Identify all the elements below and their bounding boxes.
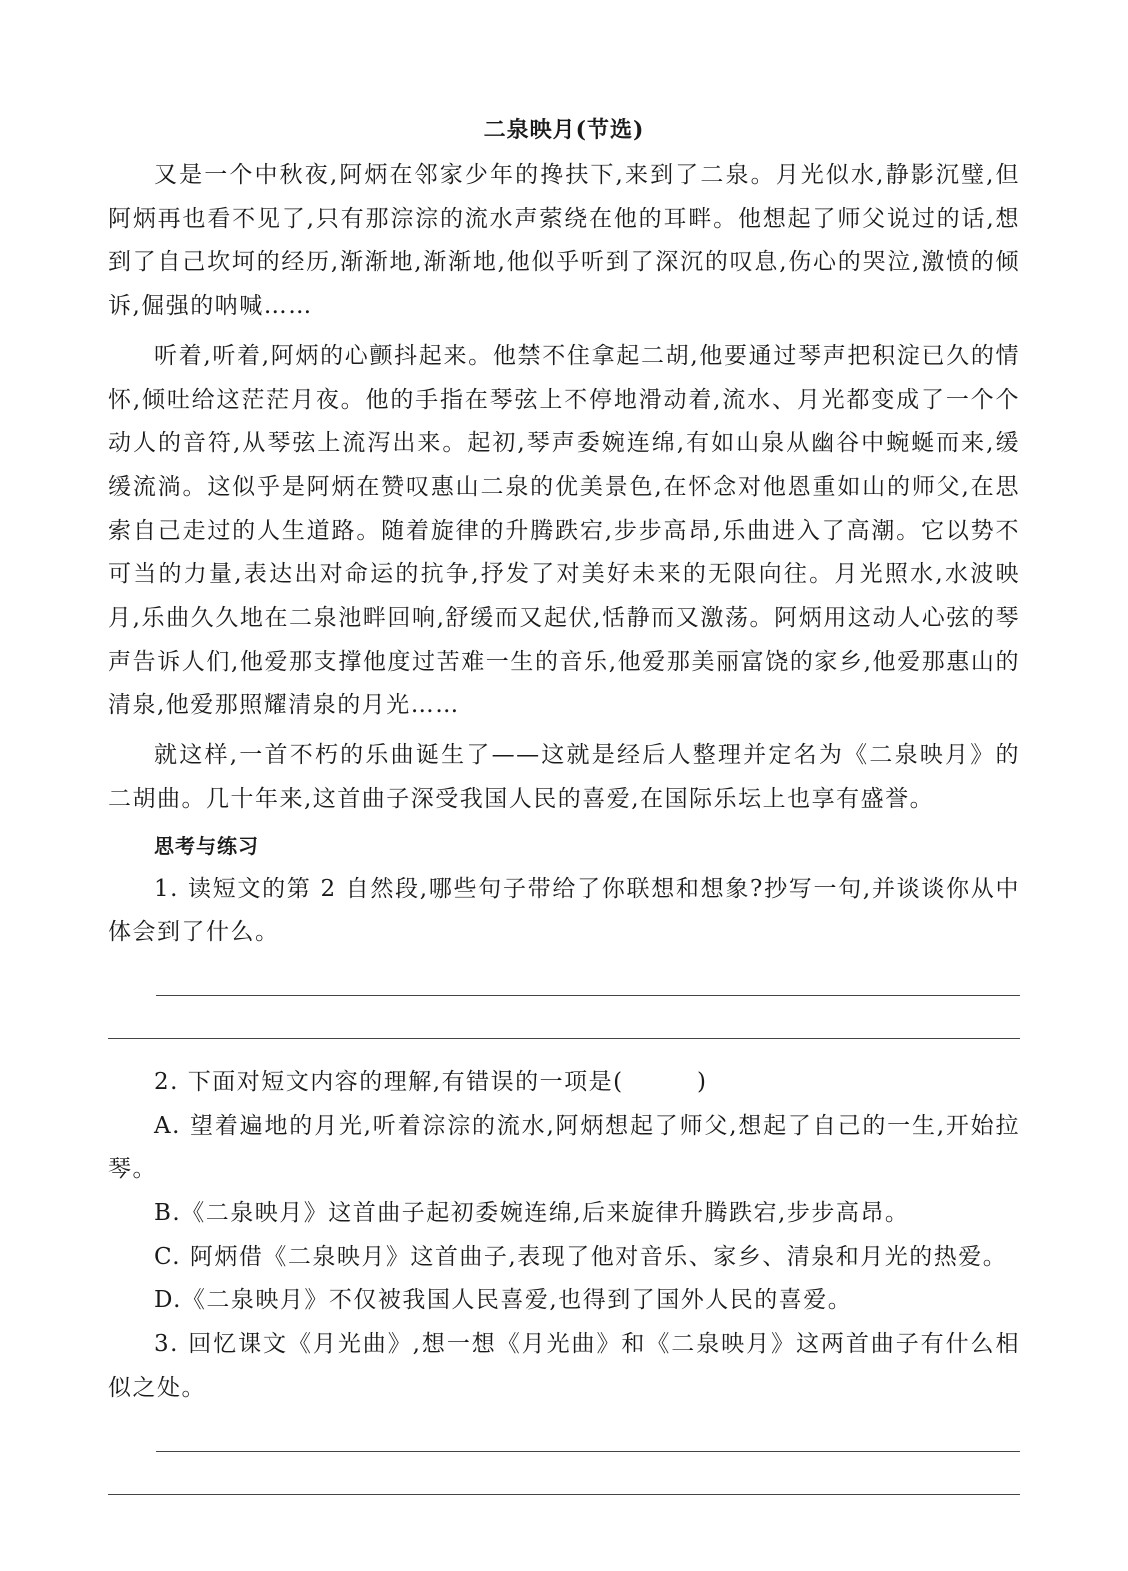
exercises-heading: 思考与练习 (154, 833, 259, 858)
option-d[interactable]: D.《二泉映月》不仅被我国人民喜爱,也得到了国外人民的喜爱。 (154, 1287, 853, 1314)
paragraph-3: 就这样,一首不朽的乐曲诞生了——这就是经后人整理并定名为《二泉映月》的二胡曲。几十年来,这首曲子深受我国人民的喜爱,在国际乐坛上也享有盛誉。 (108, 742, 1020, 812)
answer-area-1[interactable] (108, 955, 1020, 1049)
answer-line (108, 1494, 1020, 1495)
answer-line (156, 995, 1020, 996)
option-a[interactable]: A. 望着遍地的月光,听着淙淙的流水,阿炳想起了师父,想起了自己的一生,开始拉琴。 (108, 1112, 1020, 1183)
answer-line (156, 1451, 1020, 1452)
option-b[interactable]: B.《二泉映月》这首曲子起初委婉连绵,后来旋律升腾跌宕,步步高昂。 (154, 1200, 910, 1227)
worksheet-page (108, 112, 1020, 1505)
passage-title: 二泉映月(节选) (483, 117, 645, 143)
question-3: 3. 回忆课文《月光曲》,想一想《月光曲》和《二泉映月》这两首曲子有什么相似之处。 (108, 1331, 1020, 1401)
paragraph-2: 听着,听着,阿炳的心颤抖起来。他禁不住拿起二胡,他要通过琴声把积淀已久的情怀,倾吐给这茫茫月夜。他的手指在琴弦上不停地滑动着,流水、月光都变成了一个个动人的音符,从琴弦上流泻出来。起初,琴声委婉连绵,有如山泉从幽谷中蜿蜒而来,缓缓流淌。这似乎是阿炳在赞叹惠山二泉的优美景色,在怀念对他恩重如山的师父,在思索自己走过的人生道路。随着旋律的升腾跌宕,步步高昂,乐曲进入了高潮。它以势不可当的力量,表达出对命运的抗争,抒发了对美好未来的无限向往。月光照水,水波映月,乐曲久久地在二泉池畔回响,舒缓而又起伏,恬静而又激荡。阿炳用这动人心弦的琴声告诉人们,他爱那支撑他度过苦难一生的音乐,他爱那美丽富饶的家乡,他爱那惠山的清泉,他爱那照耀清泉的月光…… (108, 342, 1020, 719)
question-2: 2. 下面对短文内容的理解,有错误的一项是( ) (154, 1068, 708, 1095)
option-c[interactable]: C. 阿炳借《二泉映月》这首曲子,表现了他对音乐、家乡、清泉和月光的热爱。 (154, 1243, 1008, 1270)
question-1: 1. 读短文的第 2 自然段,哪些句子带给了你联想和想象?抄写一句,并谈谈你从中体会到了什么。 (108, 875, 1020, 946)
paragraph-1: 又是一个中秋夜,阿炳在邻家少年的搀扶下,来到了二泉。月光似水,静影沉璧,但阿炳再也看不见了,只有那淙淙的流水声萦绕在他的耳畔。他想起了师父说过的话,想到了自己坎坷的经历,渐渐地,渐渐地,他似乎听到了深沉的叹息,伤心的哭泣,激愤的倾诉,倔强的呐喊…… (108, 162, 1020, 320)
answer-line (108, 1038, 1020, 1039)
answer-area-3[interactable] (108, 1411, 1020, 1505)
